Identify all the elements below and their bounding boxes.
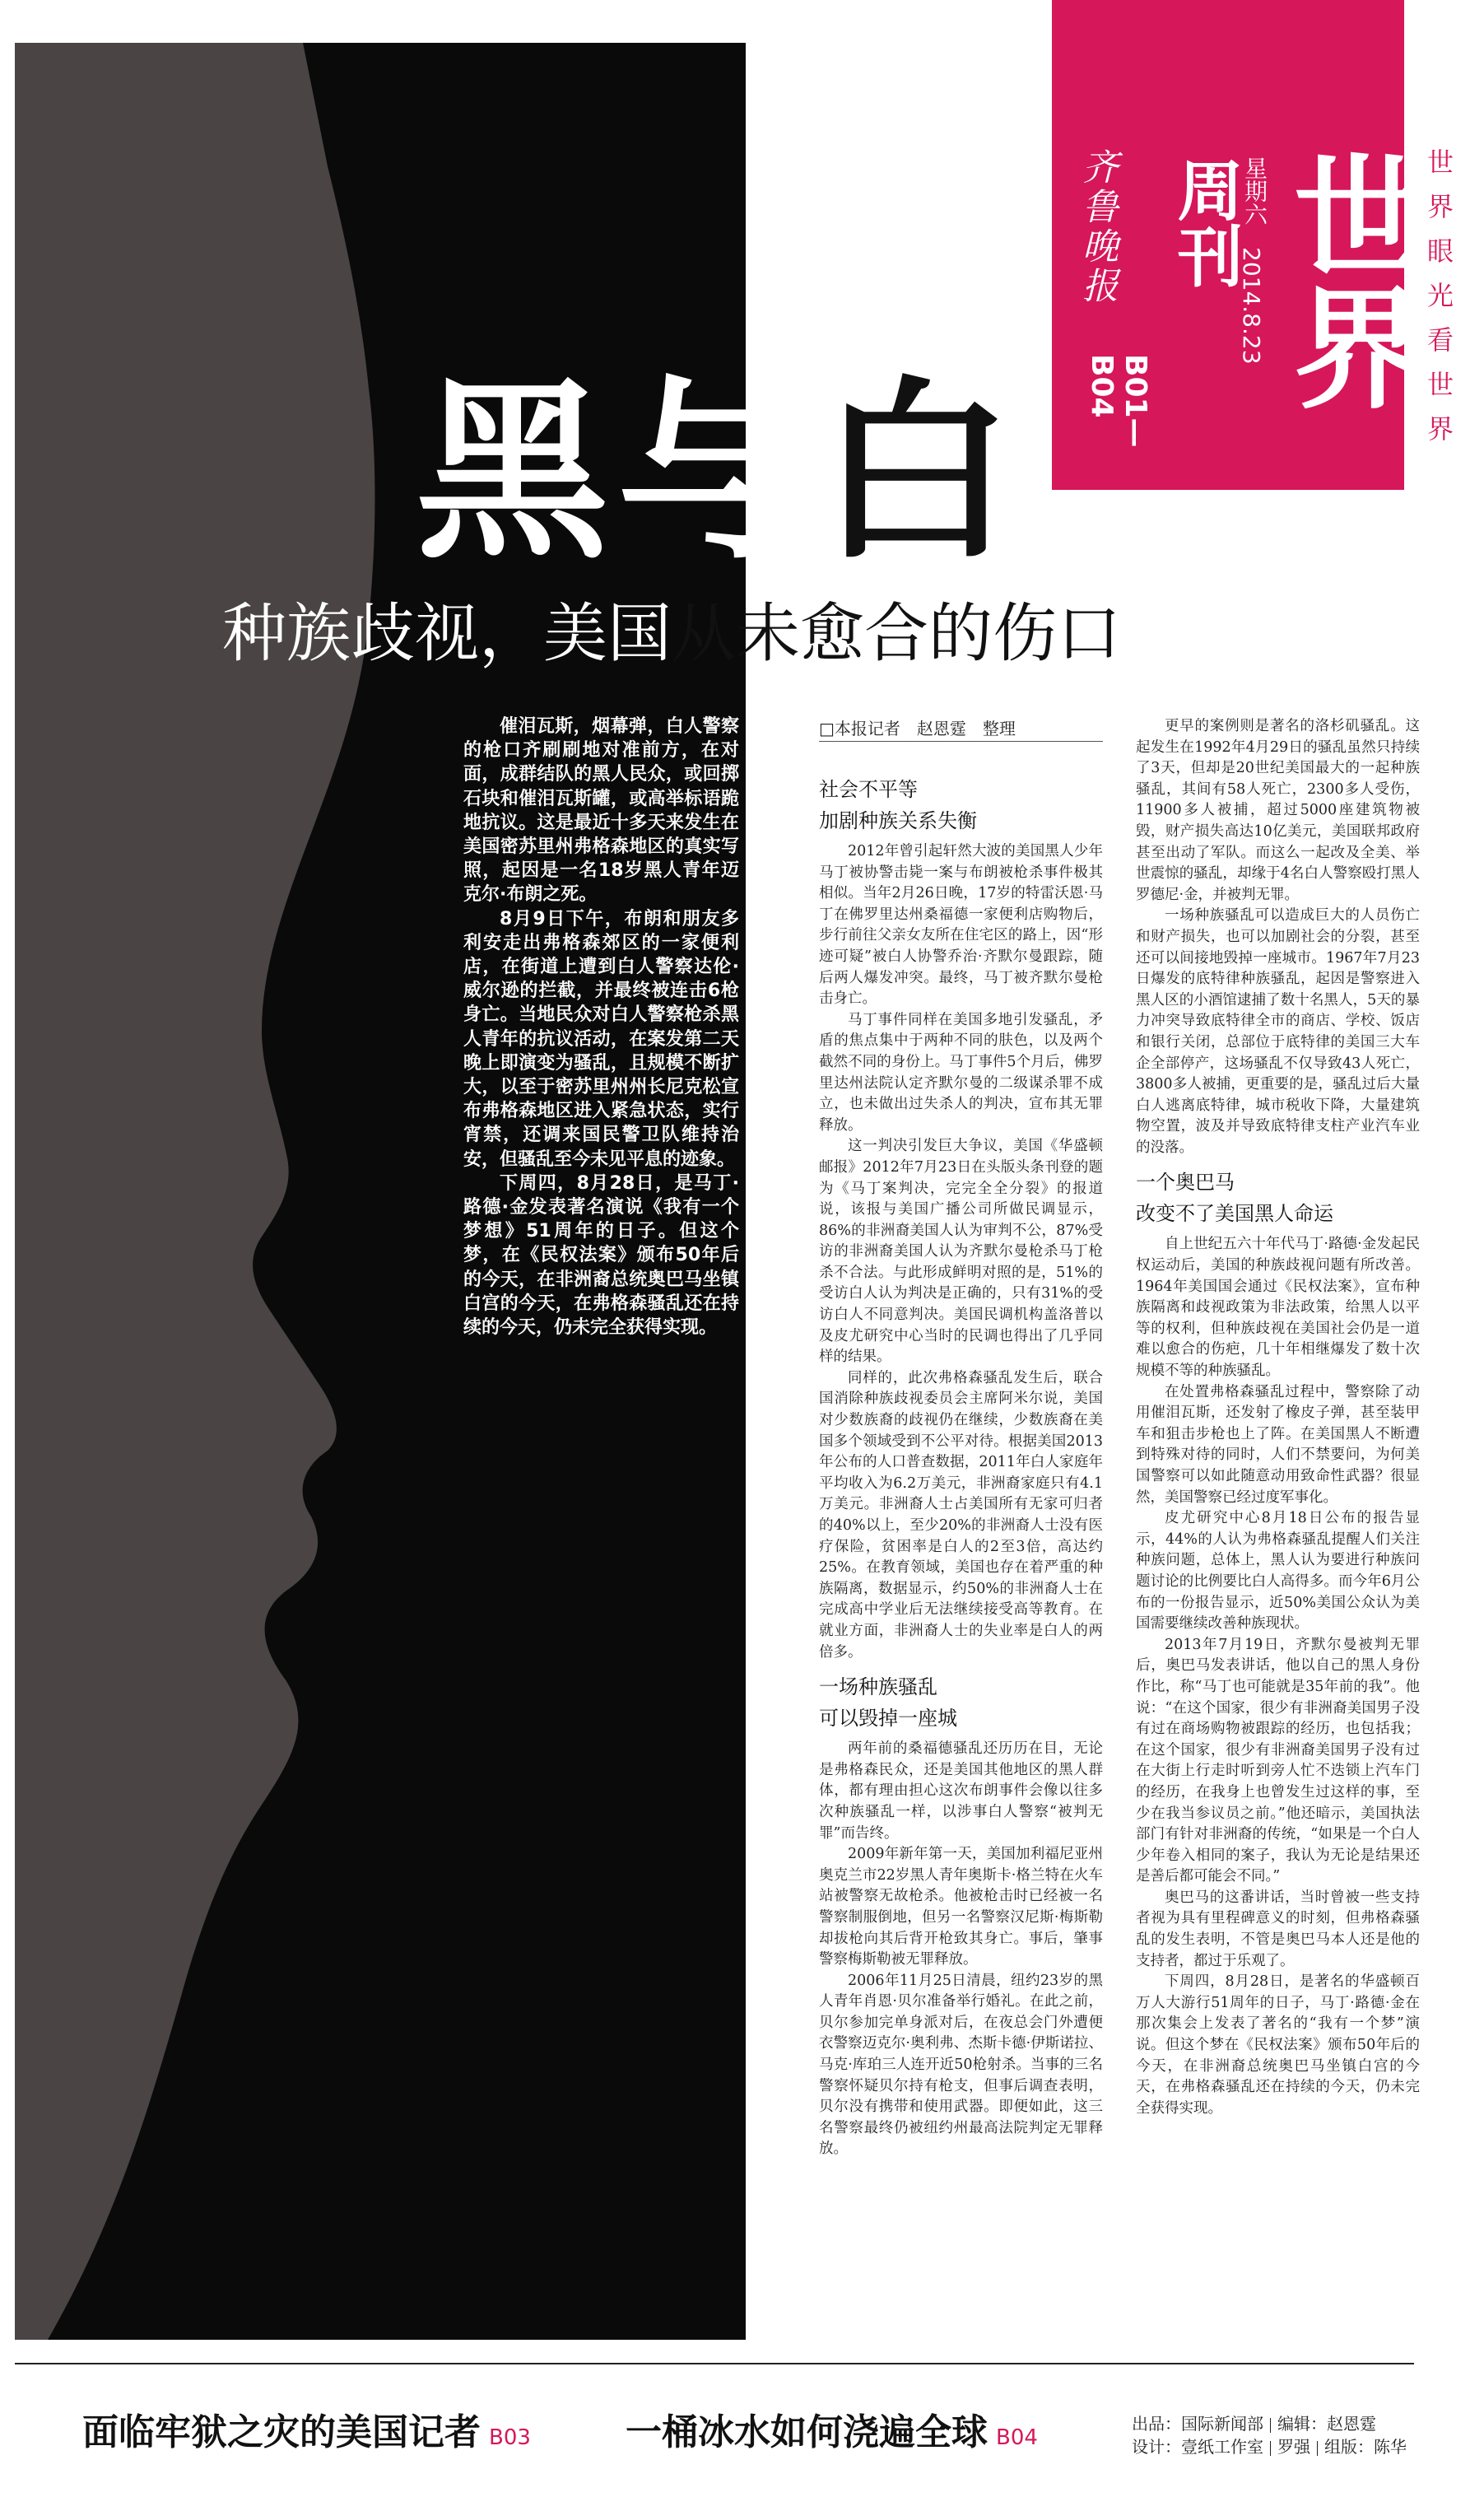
credit-label: 编辑： <box>1277 2414 1327 2434</box>
article-column-2 <box>1136 716 1420 2119</box>
body-paragraph: 2012年曾引起轩然大波的美国黑人少年马丁被协警击毙一案与布朗被枪杀事件极其相似。当年2月26日晚，17岁的特雷沃恩·马丁在佛罗里达州桑福德一家便利店购物后，步行前往父亲女友所在住宅区的路上，因“形迹可疑”被白人协警乔治·齐默尔曼跟踪，随后两人爆发冲突。最终，马丁被齐默尔曼枪击身亡。 <box>819 843 1103 1008</box>
subtitle-white-part: 种族歧视，美国 <box>222 597 672 671</box>
subtitle-black-part: 从未愈合的伤口 <box>672 597 1122 671</box>
body-paragraph: 更早的案例则是著名的洛杉矶骚乱。这起发生在1992年4月29日的骚乱虽然只持续了3天，但却是20世纪美国最大的一起种族骚乱，其间有58人死亡，2300多人受伤，11900多人被捕，超过5000座建筑物被毁，财产损失高达10亿美元，美国联邦政府甚至出动了军队。而这么一起改及全美、举世震惊的骚乱，却缘于4名白人警察殴打黑人罗德尼·金，并被判无罪。 <box>1136 718 1420 903</box>
credit-label: 设计： <box>1132 2437 1181 2457</box>
separator <box>1270 2441 1271 2456</box>
article-column-1 <box>819 766 1103 2160</box>
weekly-label: 周刊 <box>1166 156 1243 288</box>
section-heading <box>819 1671 1103 1734</box>
masthead <box>1052 0 1426 490</box>
lead-paragraph: 催泪瓦斯，烟幕弹，白人警察的枪口齐刷刷地对准前方，在对面，成群结队的黑人民众，或回掷石块和催泪瓦斯罐，或高举标语跪地抗议。这是最近十多天来发生在美国密苏里州弗格森地区的真实写照，起因是一名18岁黑人青年迈克尔·布朗之死。 <box>463 716 739 906</box>
separator <box>1317 2441 1318 2456</box>
body-paragraph: 2009年新年第一天，美国加利福尼亚州奥克兰市22岁黑人青年奥斯卡·格兰特在火车站被警察无故枪杀。他被枪击时已经被一名警察制服倒地，但另一名警察汉尼斯·梅斯勒却拔枪向其后背开枪致其身亡。事后，肇事警察梅斯勒被无罪释放。 <box>819 1846 1103 1968</box>
credit-label: 出品： <box>1132 2414 1181 2434</box>
credit-value: 陈华 <box>1374 2437 1407 2457</box>
credit-value: 国际新闻部 <box>1181 2414 1263 2434</box>
body-paragraph: 同样的，此次弗格森骚乱发生后，联合国消除种族歧视委员会主席阿米尔说，美国对少数族裔的歧视仍在继续，少数族裔在美国多个领域受到不公平对待。根据美国2013年公布的人口普查数据，2011年白人家庭年平均收入为6.2万美元，非洲裔家庭只有4.1万美元。非洲裔人士占美国所有无家可归者的40%以上，至少20%的非洲裔人士没有医疗保险，贫困率是白人的2至3倍，高达约25%。在教育领域，美国也存在着严重的种族隔离，数据显示，约50%的非洲裔人士在完成高中学业后无法继续接受高等教育。在就业方面，非洲裔人士的失业率是白人的两倍多。 <box>819 1369 1103 1661</box>
section-heading <box>819 774 1103 836</box>
promo-title: 一桶冰水如何浇遍全球 <box>626 2411 988 2453</box>
credit-value: 壹纸工作室 <box>1181 2437 1263 2457</box>
paper-name: 齐鲁晚报 <box>1076 148 1118 306</box>
promo-title: 面临牢狱之灾的美国记者 <box>82 2411 481 2453</box>
credit-value: 赵恩霆 <box>1327 2414 1376 2434</box>
heading-line: 可以毁掉一座城 <box>819 1707 957 1731</box>
heading-line: 一场种族骚乱 <box>819 1675 937 1699</box>
body-paragraph: 2006年11月25日清晨，纽约23岁的黑人青年肖恩·贝尔准备举行婚礼。在此之前，贝尔参加完单身派对后，在夜总会门外遭便衣警察迈克尔·奥利弗、杰斯卡德·伊斯诺拉、马克·库珀三人连开近50枪射杀。当事的三名警察怀疑贝尔持有枪支，但事后调查表明，贝尔没有携带和使用武器。即便如此，这三名警察最终仍被纽约州最高法院判定无罪释放。 <box>819 1972 1103 2158</box>
body-paragraph: 两年前的桑福德骚乱还历历在目，无论是弗格森民众，还是美国其他地区的黑人群体，都有理由担心这次布朗事件会像以往多次种族骚乱一样，以涉事白人警察“被判无罪”而告终。 <box>819 1740 1103 1842</box>
lead-paragraph: 下周四，8月28日，是马丁·路德·金发表著名演说《我有一个梦想》51周年的日子。但这个梦，在《民权法案》颁布50年后的今天，在非洲裔总统奥巴马坐镇白宫的今天，在弗格森骚乱还在持续的今天，仍未完全获得实现。 <box>463 1172 739 1339</box>
promo-item[interactable] <box>82 2408 531 2462</box>
headline-black-part: 白 <box>819 361 1021 585</box>
page-subtitle <box>222 593 1292 675</box>
page-range: B01—B04 <box>1085 354 1152 448</box>
separator <box>1270 2418 1271 2433</box>
lead-paragraph: 8月9日下午，布朗和朋友多利安走出弗格森郊区的一家便利店，在街道上遭到白人警察达伦·威尔逊的拦截，并最终被连击6枪身亡。当地民众对白人警察枪杀黑人青年的抗议活动，在案发第二天晚上即演变为骚乱，且规模不断扩大，以至于密苏里州州长尼克松宣布弗格森地区进入紧急状态，实行宵禁，还调来国民警卫队维持治安，但骚乱至今未见平息的迹象。 <box>463 908 739 1170</box>
body-paragraph: 这一判决引发巨大争议，美国《华盛顿邮报》2012年7月23日在头版头条刊登的题为《马丁案判决，完完全全分裂》的报道说，该报与美国广播公司所做民调显示，86%的非洲裔美国人认为审判不公，87%受访的非洲裔美国人认为齐默尔曼枪杀马丁枪杀不合法。与此形成鲜明对照的是，51%的受访白人认为判决是正确的，只有31%的受访白人不同意判决。美国民调机构盖洛普以及皮尤研究中心当时的民调也得出了几乎同样的结果。 <box>819 1138 1103 1366</box>
body-paragraph: 在处置弗格森骚乱过程中，警察除了动用催泪瓦斯，还发射了橡皮子弹，甚至装甲车和狙击步枪也上了阵。在美国黑人不断遭到特殊对待的同时，人们不禁要问，为何美国警察可以如此随意动用致命性武器？很显然，美国警察已经过度军事化。 <box>1136 1383 1420 1506</box>
headline-white-part: 黑与 <box>416 361 819 585</box>
promo-page: B04 <box>996 2425 1038 2450</box>
byline: □本报记者 赵恩霆 整理 <box>819 716 1103 742</box>
issue-date: 2014.8.23 <box>1238 247 1265 365</box>
promo-item[interactable] <box>626 2408 1038 2462</box>
body-paragraph: 2013年7月19日，齐默尔曼被判无罪后，奥巴马发表讲话，他以自己的黑人身份作比，称“马丁也可能就是35年前的我”。他说：“在这个国家，很少有非洲裔美国男子没有过在商场购物被跟踪的经历，也包括我；在这个国家，很少有非洲裔美国男子没有过在大街上行走时听到旁人忙不迭锁上汽车门的经历，在我身上也曾发生过这样的事，至少在我当参议员之前。”他还暗示，美国执法部门有针对非洲裔的传统，“如果是一个白人少年卷入相同的案子，我认为无论是结果还是善后都可能会不同。” <box>1136 1636 1420 1885</box>
credit-label: 组版： <box>1324 2437 1374 2457</box>
page-title <box>416 362 1049 585</box>
promo-page: B03 <box>489 2425 531 2450</box>
body-paragraph: 自上世纪五六十年代马丁·路德·金发起民权运动后，美国的种族歧视问题有所改善。1964年美国国会通过《民权法案》，宣布种族隔离和歧视政策为非法政策，给黑人以平等的权利，但种族歧视在美国社会仍是一道难以愈合的伤疤，几十年相继爆发了数十次规模不等的种族骚乱。 <box>1136 1236 1420 1380</box>
heading-line: 一个奥巴马 <box>1136 1171 1235 1195</box>
section-title: 世界 <box>1272 148 1426 412</box>
footer-divider <box>15 2363 1414 2364</box>
credits-line <box>1132 2412 1444 2435</box>
section-heading <box>1136 1167 1420 1229</box>
heading-line: 加剧种族关系失衡 <box>819 809 977 832</box>
lead-paragraphs <box>463 715 739 1339</box>
credit-value: 罗强 <box>1277 2437 1310 2457</box>
section-slogan: 世界眼光看世界 <box>1423 148 1454 459</box>
heading-line: 社会不平等 <box>819 778 918 801</box>
credits <box>1132 2412 1444 2458</box>
credits-line <box>1132 2435 1444 2458</box>
body-paragraph: 一场种族骚乱可以造成巨大的人员伤亡和财产损失，也可以加剧社会的分裂，甚至还可以间接地毁掉一座城市。1967年7月23日爆发的底特律种族骚乱，起因是警察进入黑人区的小酒馆逮捕了数十名黑人，5天的暴力冲突导致底特律全市的商店、学校、饭店和银行关闭，总部位于底特律的美国三大车企全部停产，这场骚乱不仅导致43人死亡，3800多人被捕，更重要的是，骚乱过后大量白人逃离底特律，城市税收下降，大量建筑物空置，波及并导致底特律支柱产业汽车业的没落。 <box>1136 907 1420 1156</box>
body-paragraph: 下周四，8月28日，是著名的华盛顿百万人大游行51周年的日子，马丁·路德·金在那次集会上发表了著名的“我有一个梦”演说。但这个梦在《民权法案》颁布50年后的今天，在非洲裔总统奥巴马坐镇白宫的今天，在弗格森骚乱还在持续的今天，仍未完全获得实现。 <box>1136 1973 1420 2117</box>
weekday-label: 星期六 <box>1241 156 1268 226</box>
body-paragraph: 奥巴马的这番讲话，当时曾被一些支持者视为具有里程碑意义的时刻，但弗格森骚乱的发生表明，不管是奥巴马本人还是他的支持者，都过于乐观了。 <box>1136 1889 1420 1969</box>
body-paragraph: 皮尤研究中心8月18日公布的报告显示，44%的人认为弗格森骚乱提醒人们关注种族问题，总体上，黑人认为要进行种族问题讨论的比例要比白人高得多。而今年6月公布的一份报告显示，近50%美国公众认为美国需要继续改善种族现状。 <box>1136 1510 1420 1633</box>
heading-line: 改变不了美国黑人命运 <box>1136 1202 1333 1226</box>
body-paragraph: 马丁事件同样在美国多地引发骚乱，矛盾的焦点集中于两种不同的肤色，以及两个截然不同的身份上。马丁事件5个月后，佛罗里达州法院认定齐默尔曼的二级谋杀罪不成立，也未做出过失杀人的判决，宣布其无罪释放。 <box>819 1011 1103 1134</box>
